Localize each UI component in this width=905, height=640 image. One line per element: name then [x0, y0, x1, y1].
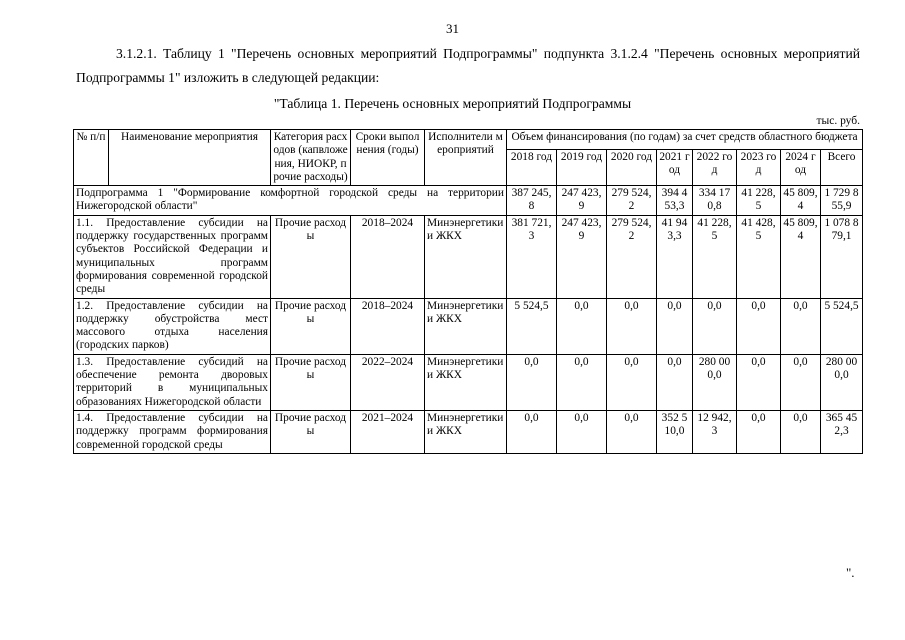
value-cell: 0,0	[607, 354, 657, 410]
value-cell: 41 428,5	[737, 215, 781, 298]
value-cell: 334 170,8	[693, 186, 737, 216]
value-cell: 352 510,0	[657, 410, 693, 453]
subprogram-row	[74, 186, 863, 216]
value-cell: 0,0	[557, 298, 607, 354]
value-cell: 387 245,8	[507, 186, 557, 216]
total-cell: 1 729 855,9	[821, 186, 863, 216]
header-funding: Объем финансирования (по годам) за счет средств областного бюджета	[507, 130, 863, 150]
period-cell: 2018–2024	[351, 298, 425, 354]
header-name: Наименование мероприятия	[109, 130, 271, 186]
table-row	[74, 410, 863, 453]
total-cell: 1 078 879,1	[821, 215, 863, 298]
table-title: "Таблица 1. Перечень основных мероприятий Подпрограммы	[273, 96, 632, 111]
header-year: 2018 год	[507, 149, 557, 185]
executor-cell: Минэнергетики и ЖКХ	[425, 354, 507, 410]
header-year: 2022 год	[693, 149, 737, 185]
value-cell: 0,0	[507, 410, 557, 453]
value-cell: 41 228,5	[693, 215, 737, 298]
category-cell: Прочие расходы	[271, 215, 351, 298]
value-cell: 381 721,3	[507, 215, 557, 298]
header-year: 2019 год	[557, 149, 607, 185]
value-cell: 12 942,3	[693, 410, 737, 453]
total-cell: 365 452,3	[821, 410, 863, 453]
subprogram-name: Подпрограмма 1 "Формирование комфортной городской среды на территории Нижегородской области"	[74, 186, 507, 216]
header-num: № п/п	[74, 130, 109, 186]
page-number: 31	[446, 21, 459, 36]
value-cell: 0,0	[607, 298, 657, 354]
value-cell: 0,0	[781, 354, 821, 410]
executor-cell: Минэнергетики и ЖКХ	[425, 410, 507, 453]
header-executor: Исполнители мероприятий	[425, 130, 507, 186]
table-row	[74, 215, 863, 298]
value-cell: 0,0	[737, 410, 781, 453]
header-total: Всего	[821, 149, 863, 185]
value-cell: 280 000,0	[693, 354, 737, 410]
value-cell: 0,0	[607, 410, 657, 453]
value-cell: 0,0	[693, 298, 737, 354]
closing-quote: ".	[846, 565, 855, 580]
header-year: 2024 год	[781, 149, 821, 185]
category-cell: Прочие расходы	[271, 298, 351, 354]
executor-cell: Минэнергетики и ЖКХ	[425, 215, 507, 298]
measure-name: 1.1. Предоставление субсидии на поддержку государственных программ субъектов Российской Федерации и муниципальных программ формирования современной городской среды	[74, 215, 271, 298]
value-cell: 0,0	[737, 354, 781, 410]
value-cell: 0,0	[507, 354, 557, 410]
value-cell: 45 809,4	[781, 186, 821, 216]
value-cell: 0,0	[737, 298, 781, 354]
measure-name: 1.4. Предоставление субсидии на поддержку программ формирования современной городской среды	[74, 410, 271, 453]
value-cell: 0,0	[781, 410, 821, 453]
header-year: 2021 год	[657, 149, 693, 185]
intro-paragraph: 3.1.2.1. Таблицу 1 "Перечень основных мероприятий Подпрограммы" подпункта 3.1.2.4 "Перечень основных мероприятий Подпрограммы 1" изложить в следующей редакции:	[76, 46, 860, 85]
value-cell: 247 423,9	[557, 186, 607, 216]
header-category: Категория расходов (капвложения, НИОКР, прочие расходы)	[271, 130, 351, 186]
value-cell: 0,0	[557, 410, 607, 453]
total-cell: 5 524,5	[821, 298, 863, 354]
value-cell: 45 809,4	[781, 215, 821, 298]
value-cell: 0,0	[657, 354, 693, 410]
value-cell: 247 423,9	[557, 215, 607, 298]
value-cell: 0,0	[781, 298, 821, 354]
period-cell: 2022–2024	[351, 354, 425, 410]
header-year: 2023 год	[737, 149, 781, 185]
measure-name: 1.2. Предоставление субсидии на поддержку обустройства мест массового отдыха населения (городских парков)	[74, 298, 271, 354]
value-cell: 41 228,5	[737, 186, 781, 216]
period-cell: 2021–2024	[351, 410, 425, 453]
value-cell: 0,0	[657, 298, 693, 354]
units-label: тыс. руб.	[816, 115, 860, 127]
measure-name: 1.3. Предоставление субсидий на обеспечение ремонта дворовых территорий в муниципальных образованиях Нижегородской области	[74, 354, 271, 410]
value-cell: 5 524,5	[507, 298, 557, 354]
header-year: 2020 год	[607, 149, 657, 185]
total-cell: 280 000,0	[821, 354, 863, 410]
table-row	[74, 354, 863, 410]
category-cell: Прочие расходы	[271, 354, 351, 410]
period-cell: 2018–2024	[351, 215, 425, 298]
value-cell: 394 453,3	[657, 186, 693, 216]
category-cell: Прочие расходы	[271, 410, 351, 453]
value-cell: 0,0	[557, 354, 607, 410]
value-cell: 279 524,2	[607, 186, 657, 216]
value-cell: 41 943,3	[657, 215, 693, 298]
table-row	[74, 298, 863, 354]
measures-table	[73, 129, 863, 454]
value-cell: 279 524,2	[607, 215, 657, 298]
header-period: Сроки выполнения (годы)	[351, 130, 425, 186]
executor-cell: Минэнергетики и ЖКХ	[425, 298, 507, 354]
